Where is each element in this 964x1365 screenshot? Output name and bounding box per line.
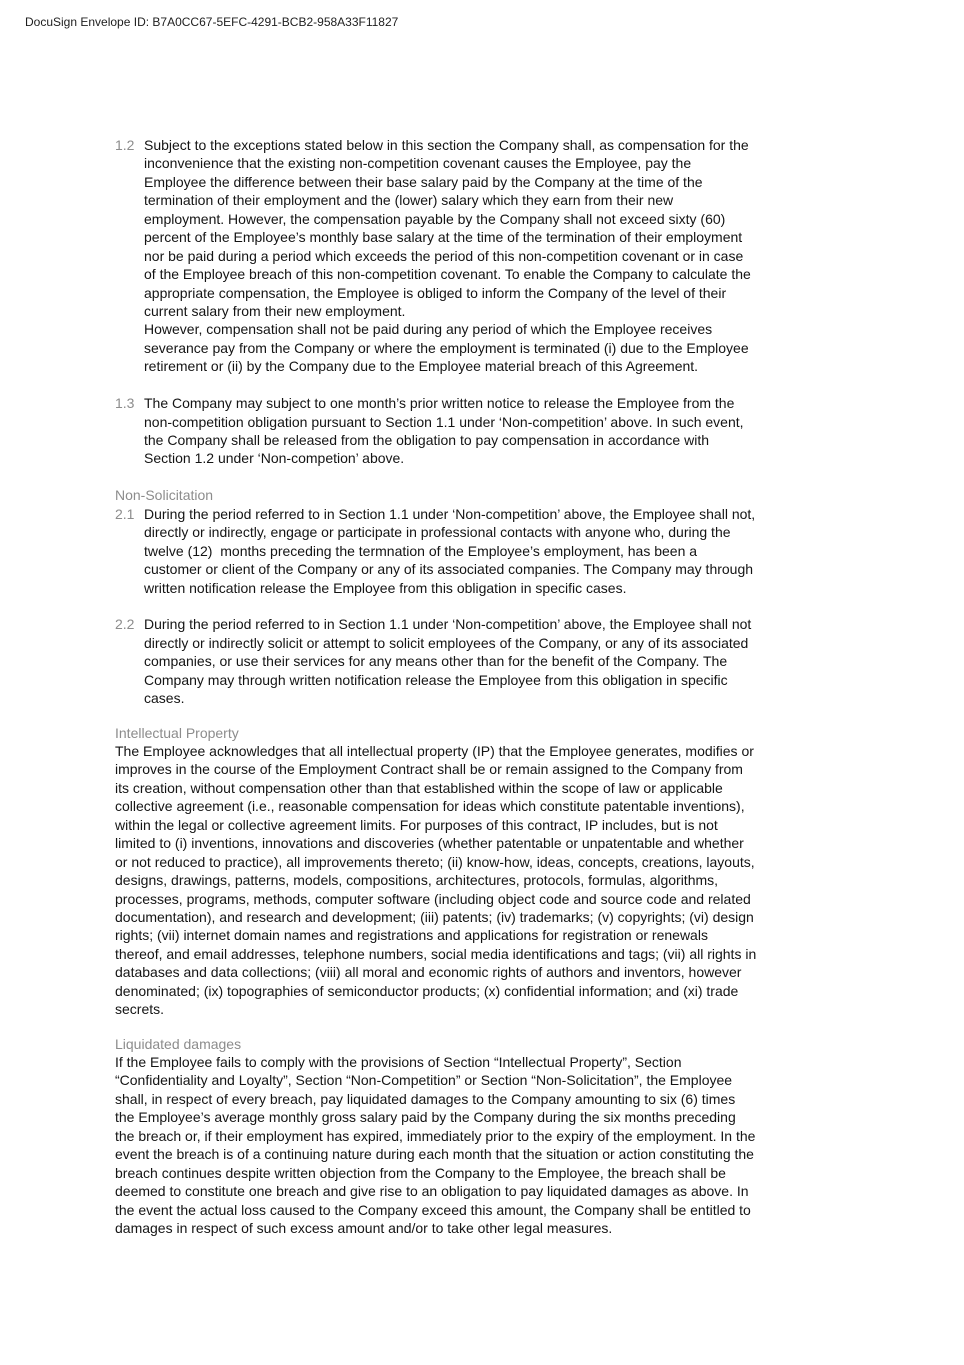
text-line: its creation, without compensation other than that established within the scope of law or applicable	[115, 779, 723, 796]
section-heading-intellectual-property: Intellectual Property	[115, 724, 239, 741]
clause-text	[144, 615, 751, 707]
clause-number: 1.2	[115, 137, 135, 153]
text-line: the breach or, if their employment has expired, immediately prior to the expiry of the employment. In the	[115, 1127, 756, 1144]
text-line: During the period referred to in Section 1.1 under ‘Non-competition’ above, the Employee shall not,	[144, 505, 756, 522]
text-line: the event the actual loss caused to the Company exceed this amount, the Company shall be entitled to	[115, 1201, 751, 1218]
text-line: Subject to the exceptions stated below in this section the Company shall, as compensation for the	[144, 137, 749, 153]
text-line: designs, drawings, patterns, models, compositions, architectures, protocols, formulas, algorithms,	[115, 872, 719, 889]
text-line: shall, in respect of every breach, pay liquidated damages to the Company amounting to six (6) times	[115, 1090, 736, 1107]
text-line: collective agreement (i.e., reasonable compensation for ideas which constitute patentable inventions),	[115, 798, 745, 815]
text-line: Employee the difference between their base salary paid by the Company at the time of the	[144, 173, 703, 190]
text-line: nor be paid during a period which exceeds the period of this non-competition covenant or in case	[144, 247, 744, 264]
text-line: termination of their employment and the (lower) salary which they earn from their new	[144, 192, 674, 209]
text-line: Section 1.2 under ‘Non-competion’ above.	[144, 450, 405, 467]
section-paragraph	[115, 742, 835, 1019]
text-line: “Confidentiality and Loyalty”, Section “Non-Competition” or Section “Non-Solicitation”, the Employee	[115, 1072, 733, 1089]
docusign-envelope-id: DocuSign Envelope ID: B7A0CC67-5EFC-4291-BCB2-958A33F11827	[25, 15, 399, 29]
text-line: The Employee acknowledges that all intellectual property (IP) that the Employee generates, modifies or	[115, 743, 754, 759]
clause-number: 1.3	[115, 395, 135, 412]
non-solicitation-section	[115, 486, 835, 707]
clause-text	[144, 394, 744, 468]
text-line: However, compensation shall not be paid during any period of which the Employee receives	[144, 321, 713, 338]
text-line: current salary from their new employment.	[144, 302, 406, 319]
clause-number: 2.1	[115, 505, 135, 522]
text-line: of the Employee breach of this non-competition covenant. To enable the Company to calculate the	[144, 266, 751, 283]
text-line: appropriate compensation, the Employee is obliged to inform the Company of the level of their	[144, 284, 727, 301]
text-line: If the Employee fails to comply with the provisions of Section “Intellectual Property”, Section	[115, 1054, 682, 1070]
text-line: percent of the Employee’s monthly base salary at the time of the termination of their employment	[144, 229, 743, 246]
text-line: non-competition obligation pursuant to Section 1.1 under ‘Non-competition’ above. In such event,	[144, 413, 744, 430]
text-line: companies, or use their services for any means other than for the benefit of the Company. The	[144, 653, 728, 670]
text-line: deemed to constitute one breach and give rise to an obligation to pay liquidated damages as above. In	[115, 1183, 749, 1200]
text-line: retirement or (ii) by the Company due to the Employee material breach of this Agreement.	[144, 358, 699, 375]
text-line: within the legal or collective agreement limits. For purposes of this contract, IP includes, but is not	[115, 816, 718, 833]
clause-text	[144, 505, 755, 597]
text-line: severance pay from the Company or where the employment is terminated (i) due to the Employee	[144, 339, 749, 356]
text-line: event the breach is of a continuing nature during each month that the situation or action constituting the	[115, 1146, 754, 1163]
text-line: The Company may subject to one month’s prior written notice to release the Employee from the	[144, 395, 735, 412]
text-line: the Company shall be released from the obligation to pay compensation in accordance with	[144, 432, 709, 448]
text-line: improves in the course of the Employment Contract shall be or remain assigned to the Company from	[115, 761, 743, 778]
text-line: databases and data collections; (viii) all moral and economic rights of authors and inventors, however	[115, 964, 742, 981]
text-line: inconvenience that the existing non-competition covenant causes the Employee, pay the	[144, 155, 692, 172]
text-line: customer or client of the Company or any of its associated companies. The Company may through	[144, 561, 754, 578]
text-line: processes, programs, methods, computer software (including object code and source code and related	[115, 890, 751, 907]
liquidated-damages-section	[115, 1035, 835, 1238]
text-line: thereof, and email addresses, telephone numbers, social media identifications and tags; (vii) all rights in	[115, 945, 757, 962]
text-line: breach continues despite written objection from the Company to the Employee, the breach shall be	[115, 1164, 726, 1181]
text-line: written notification release the Employee from this obligation in specific cases.	[144, 579, 627, 596]
clause-2-1	[115, 505, 835, 597]
text-line: denominated; (ix) topographies of semiconductor products; (x) confidential information; and (xi) trade	[115, 982, 739, 999]
clause-text	[144, 136, 751, 376]
text-line: or not reduced to practice), all improvements thereto; (ii) know-how, ideas, concepts, creations, layouts,	[115, 853, 755, 870]
clause-2-2	[115, 615, 835, 707]
text-line: rights; (vii) internet domain names and registrations and applications for registration or renewals	[115, 927, 708, 944]
text-line: twelve (12) months preceding the termnation of the Employee’s employment, has been a	[144, 542, 698, 559]
text-line: During the period referred to in Section 1.1 under ‘Non-competition’ above, the Employee shall not	[144, 616, 752, 633]
text-line: limited to (i) inventions, innovations and discoveries (whether patentable or unpatentable and whether	[115, 835, 744, 852]
text-line: the Employee’s average monthly gross salary paid by the Company during the six months preceding	[115, 1109, 736, 1126]
text-line: cases.	[144, 690, 185, 707]
text-line: damages in respect of such excess amount and/or to take other legal measures.	[115, 1219, 613, 1236]
text-line: employment. However, the compensation payable by the Company shall not exceed sixty (60)	[144, 210, 726, 227]
section-heading-non-solicitation: Non-Solicitation	[115, 487, 214, 504]
text-line: directly or indirectly, engage or participate in professional contacts with anyone who, during the	[144, 524, 731, 541]
clause-1-2	[115, 136, 835, 376]
section-heading-liquidated-damages: Liquidated damages	[115, 1035, 242, 1052]
clause-number: 2.2	[115, 616, 135, 633]
clause-1-3	[115, 394, 835, 468]
text-line: secrets.	[115, 1001, 165, 1018]
text-line: directly or indirectly solicit or attempt to solicit employees of the Company, or any of its associated	[144, 634, 749, 651]
text-line: documentation), and research and development; (iii) patents; (iv) trademarks; (v) copyrights; (vi) design	[115, 908, 754, 925]
section-paragraph	[115, 1053, 835, 1237]
intellectual-property-section	[115, 724, 835, 1019]
document-body	[115, 136, 835, 1237]
text-line: Company may through written notification release the Employee from this obligation in specific	[144, 671, 728, 688]
non-competition-section	[115, 136, 835, 468]
